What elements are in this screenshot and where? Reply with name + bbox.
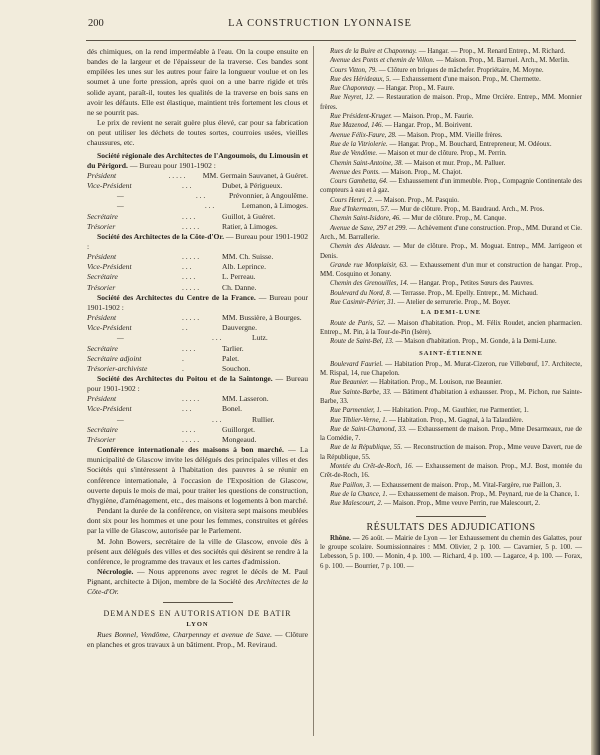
officer-row: — . . . Lemanon, à Limoges. <box>117 201 308 211</box>
demandes-heading: DEMANDES EN AUTORISATION DE BATIR <box>103 609 292 619</box>
permit-entry: Avenue de Saxe, 297 et 299. — Achèvement d'une construction. Prop., MM. Durand et Cie. Arch., M. Barrallerie. <box>320 224 583 241</box>
officer-row: Trésorier . . . . . Ch. Danne. <box>87 282 257 292</box>
officer-row: Président . . . . . MM. Bussière, à Bourges. <box>87 313 302 323</box>
officer-row: Président . . . . . MM. Lasseron. <box>87 394 269 404</box>
officer-row: — . . . Prévonnier, à Angoulême. <box>117 191 308 201</box>
officer-list <box>87 171 308 232</box>
society-heading: Société des Architectes du Poitou et de la Saintonge. — Bureau pour 1901-1902 : <box>87 374 308 394</box>
demi-lune-permit-list <box>320 319 582 347</box>
permit-entry: Rues Bonnel, Vendôme, Charpennay et avenue de Saxe. — Clôture en planches et gros travaux à un bâtiment. Prop., M. Reviraud. <box>87 629 308 649</box>
lyon-permit-list <box>320 47 582 307</box>
running-title: LA CONSTRUCTION LYONNAISE <box>228 18 412 29</box>
permit-entry: Chemin des Aldeaux. — Mur de clôture. Prop., M. Moguat. Entrep., MM. Jarrigeon et Denis. <box>320 243 582 260</box>
permit-entry: Rue de la Vitriolerie. — Hangar. Prop., M. Bouchard, Entrepreneur, M. Odéoux. <box>330 140 552 148</box>
officer-row: Secrétaire adjoint . Palet. <box>87 353 240 363</box>
permit-entry: Avenue des Ponts et chemin de Villon. — Maison. Prop., M. Barruel. Arch., M. Merlin. <box>330 57 570 65</box>
society-heading: Société des Architectes du Centre de la France. — Bureau pour 1901-1902 : <box>87 292 309 312</box>
permit-entry: Rue Parmentier, 1. — Habitation. Prop., M. Gauthier, rue Parmentier, 1. <box>330 407 529 415</box>
results-paragraph: Rhône. — 26 août. — Mairie de Lyon — 1er Exhaussement du chemin des Galattes, pour le groupe scolaire. Soumissionnaires : MM. Olivier, 2 p. 100. — Cavarnier, 5 p. 100. — Lebesson, 5 p. 100. — Monin, 4 p. 100. — Richard, 4 p. 100. — Lagarce, 4 p. 100. — Forax, 6 p. 100. — Bourrier, 7 p. 100. — <box>320 534 582 570</box>
permit-entry: Rue Président-Kruger. — Maison. Prop., M. Faurie. <box>330 113 474 121</box>
officer-row: Vice-Président . . Dauvergne. <box>87 323 258 333</box>
officer-list <box>87 394 308 445</box>
permit-entry: Rue de Saint-Chamond, 33. — Exhaussement de maison. Prop., Mme Desarmeaux, rue de la Comédie, 7. <box>320 425 582 443</box>
permit-entry: Route de Saint-Bel, 13. — Maison d'habitation. Prop., M. Gonde, à la Demi-Lune. <box>330 338 557 346</box>
permit-entry: Montée du Crêt-de-Roch, 16. — Exhaussement de maison. Prop., M.J. Bost, montée du Crêt-de-Roch, 16. <box>320 463 583 480</box>
permit-entry: Chemin Saint-Antoine, 38. — Maison et mur. Prop., M. Palluer. <box>330 159 506 167</box>
page-number: 200 <box>88 18 104 29</box>
right-column <box>320 47 582 571</box>
officer-list <box>87 313 308 374</box>
page-binding-gutter <box>591 0 600 755</box>
permit-entry: Rue d'Inkermann, 57. — Mur de clôture. Prop., M. Baudraud. Arch., M. Pros. <box>330 206 545 214</box>
officer-row: Secrétaire . . . . Tarlier. <box>87 343 244 353</box>
officer-row: Secrétaire . . . . Guillorget. <box>87 424 255 434</box>
paragraph: Pendant la durée de la conférence, on visitera sept maisons meublées dont six pour les hommes et une pour les femmes, construites et gérées par la ville de Glascow, autorisée par le Parlement. <box>87 506 308 536</box>
officer-row: — . . . Rullier. <box>117 414 275 424</box>
demi-lune-heading: LA DEMI-LUNE <box>420 309 482 317</box>
results-heading: RÉSULTATS DES ADJUDICATIONS <box>366 521 536 533</box>
city-heading: LYON <box>186 620 209 628</box>
necrologie-paragraph: Nécrologie. — Nous apprenons avec regret le décès de M. Paul Pignant, architecte à Dijon, membre de la Société des Architectes de la Côte-d'Or. <box>87 566 309 597</box>
officer-row: Trésorier . . . . . Ratier, à Limoges. <box>87 221 278 231</box>
column-divider <box>313 46 314 736</box>
permit-entry: Chemin Saint-Isidore, 46. — Mur de clôture. Prop., M. Canque. <box>330 215 507 223</box>
permit-entry: Grande rue Monplaisir, 63. — Exhaussement d'un mur et construction de hangar. Prop., MM. Cosquino et Jonany. <box>320 261 583 279</box>
officer-row: Vice-Président . . . Dubet, à Périgueux. <box>87 181 283 191</box>
permit-entry: Rue des Hérideaux, 5. — Exhaussement d'une maison. Prop., M. Chermette. <box>330 75 541 83</box>
society-heading: Société régionale des Architectes de l'Angoumois, du Limousin et du Périgord. — Bureau pour 1901-1902 : <box>87 150 308 170</box>
permit-entry: Boulevard du Nord, 8. — Terrasse. Prop., M. Epelly. Entrepr., M. Michaud. <box>330 289 538 297</box>
permit-entry: Rue Mazenod, 146. — Hangar. Prop., M. Boirivent. <box>330 122 473 130</box>
officer-row: Trésorier . . . . . Mongeaud. <box>87 434 257 444</box>
left-column <box>87 47 308 650</box>
officer-row: Trésorier-archiviste . Souchon. <box>87 363 251 373</box>
officer-row: Secrétaire . . . . Guillot, à Guéret. <box>87 211 276 221</box>
officer-row: — . . . Lutz. <box>117 333 268 343</box>
permit-entry: Rue de la République, 55. — Reconstruction de maison. Prop., Mme veuve Davert, rue de la République, 55. <box>320 444 582 461</box>
permit-entry: Rue Malescourt, 2. — Maison. Prop., Mme veuve Perrin, rue Malescourt, 2. <box>330 500 540 508</box>
society-heading: Société des Architectes de la Côte-d'Or. — Bureau pour 1901-1902 : <box>87 231 308 251</box>
permit-entry: Rue Beaunier. — Habitation. Prop., M. Louison, rue Beaunier. <box>330 379 503 387</box>
permit-entry: Rue Chaponnay. — Hangar. Prop., M. Faure. <box>330 85 455 93</box>
paragraph: M. John Bowers, secrétaire de la ville de Glascow, envoie dès à présent aux délégués des villes et des sociétés qui désirent se rendre à la conférence, le programme des travaux et les cartes d'admission. <box>87 536 308 566</box>
permit-entry: Route de Paris, 52. — Maison d'habitation. Prop., M. Félix Roudet, ancien pharmacien. Entrep., M. Pin, à la Tour-de-Pin (Isère). <box>320 319 582 336</box>
conference-paragraph: Conférence internationale des maisons à bon marché. — La municipalité de Glascow invite les délégués des principales villes et des Sociétés qui s'intéressent à l'habitation des pauvres à se réunir en conférence internationale, à l'occasion de l'Exposition de Glascow, ouverte depuis le mois de mai, pour traiter les questions de construction, d'hygiène, d'aménagement, etc., des maisons et logements à bon marché. <box>87 445 308 505</box>
header-rule <box>86 40 576 41</box>
officer-row: Vice-Président . . . Bonel. <box>87 404 243 414</box>
permit-entry: Rue de Vendôme. — Maison et mur de clôture. Prop., M. Perrin. <box>330 150 507 158</box>
paragraph: Le prix de revient ne serait guère plus élevé, car pour sa fabrication on peut utiliser les déchets de toutes sortes, courroies usées, vieilles chaussures, etc. <box>87 118 308 148</box>
permit-entry: Cours Henri, 2. — Maison. Prop., M. Pasquio. <box>330 196 460 204</box>
saint-etienne-heading: SAINT-ÉTIENNE <box>419 349 483 357</box>
permit-entry: Rue Casimir-Périer, 31. — Atelier de serrurerie. Prop., M. Boyer. <box>330 299 511 307</box>
permit-entry: Boulevard Fauriel. — Habitation Prop., M. Murat-Cizeron, rue Villebœuf, 17. Architecte, M. Rispal, 14, rue Chapelon. <box>320 360 582 378</box>
officer-row: Secrétaire . . . . L. Perreau. <box>87 272 256 282</box>
permit-entry: Rue Neyret, 12. — Restauration de maison. Prop., Mme Orcière. Entrep., MM. Monnier frères. <box>320 94 583 111</box>
permit-entry: Cours Vitton, 79. — Clôture en briques de mâchefer. Propriétaire, M. Moyne. <box>330 66 544 74</box>
officer-list <box>87 252 308 293</box>
permit-entry: Rue Paillon, 3. — Exhaussement de maison. Prop., M. Vital-Fargère, rue Paillon, 3. <box>330 481 562 489</box>
permit-entry: Rue Tiblier-Verne, 1. — Habitation. Prop., M. Gagnal, à la Talaudière. <box>330 416 524 424</box>
permit-entry: Rue Sainte-Barbe, 33. — Bâtiment d'habitation à exhausser. Prop., M. Pichon, rue Sainte-Barbe, 33. <box>320 388 582 405</box>
permit-entry: Rue de la Chance, 1. — Exhaussement de maison. Prop., M. Peynard, rue de la Chance, 1. <box>330 490 580 498</box>
page-header <box>60 18 580 40</box>
permit-entry: Rues de la Buire et Chaponnay. — Hangar. — Prop., M. Renard Entrep., M. Richard. <box>330 48 566 55</box>
paragraph: dés chimiques, on la rend imperméable à l'eau. On la coupe ensuite en bandes de la largeur et de l'épaisseur de la traverse. Ces bandes sont empilées les unes sur les autres pour faire la longueur voulue et on les soumet à une forte pression, après quoi on a une barre rigide et très solide ayant, paraît-il, toutes les qualités de la traverse en bois sans en avoir les défauts. Elle est élastique, maintient très fortement les clous et ne se pourrit pas. <box>87 47 308 117</box>
permit-entry: Avenue des Ponts. — Maison. Prop., M. Chajot. <box>330 168 463 176</box>
permit-entry: Chemin des Grenouilles, 14. — Hangar. Prop., Petites Sœurs des Pauvres. <box>330 280 534 288</box>
section-divider <box>163 602 233 603</box>
officer-row: Président . . . . . MM. Germain Sauvanet, à Guéret. <box>87 170 308 180</box>
permit-entry: Cours Gambetta, 64. — Exhaussement d'un immeuble. Prop., Compagnie Continentale des compteurs à eau et à gaz. <box>320 178 582 195</box>
saint-etienne-permit-list <box>320 360 582 509</box>
officer-row: Vice-Président . . . Alb. Leprince. <box>87 262 267 272</box>
section-divider <box>416 516 486 517</box>
officer-row: Président . . . . . MM. Ch. Suisse. <box>87 252 274 262</box>
permit-entry: Avenue Félix-Faure, 28. — Maison. Prop., MM. Vieille frères. <box>330 131 503 139</box>
